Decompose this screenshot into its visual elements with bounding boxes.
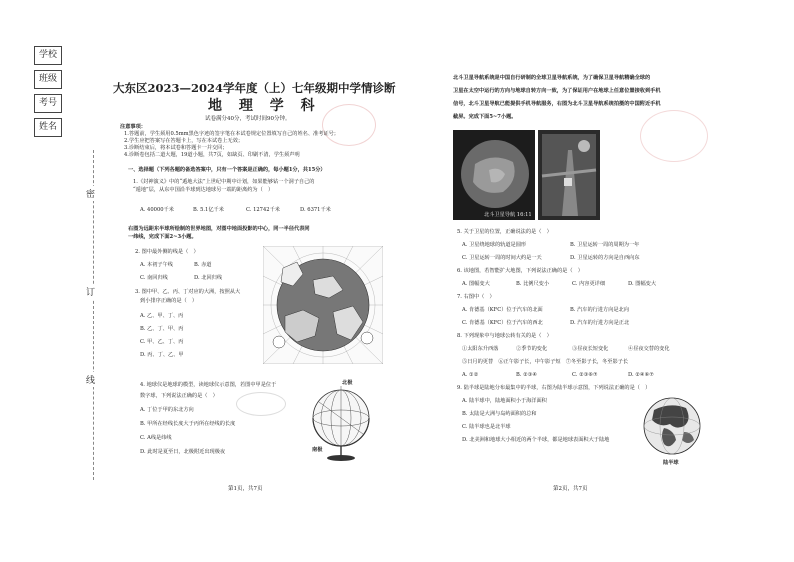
- q8-choice-d[interactable]: D. ②④⑥⑦: [628, 372, 654, 378]
- q9-option-d[interactable]: D. 北美洲和地球大小相近的两个半球，都是地球表面积大于陆地: [462, 437, 610, 443]
- q9-option-c[interactable]: C. 陆半球也是北半球: [462, 424, 511, 430]
- q2-option-b[interactable]: B. 赤道: [194, 262, 212, 268]
- q6-option-c[interactable]: C. 内容更详细: [572, 281, 606, 287]
- q3-option-c[interactable]: C. 甲、乙、丁、丙: [140, 339, 184, 345]
- question-9: 9. 陆半球是陆地分布最集中的半球，右图为陆半球示意图，下列说法正确的是（ ）: [457, 385, 651, 391]
- q2-option-c[interactable]: C. 南回归线: [140, 275, 168, 281]
- q5-7-intro-d: 截屏。完成下面5~7小题。: [453, 114, 517, 120]
- q7-option-a[interactable]: A. 肯德基（KFC）位于汽车的北面: [462, 307, 543, 313]
- question-1: 1.《封神演义》中的“遁地大法”上世纪中期中计划，如果能够钻一个洞子自己的: [133, 179, 315, 185]
- question-5: 5. 关于卫星的位置，正确说法的是（ ）: [457, 229, 552, 235]
- q5-option-a[interactable]: A. 卫星绕地球的轨道是圆形: [462, 242, 527, 248]
- note-item: 4.诊断卷包括二道大题，19道小题，共7页，如缺页、印刷不清，学生须声明: [124, 152, 300, 158]
- q9-option-b[interactable]: B. 太陆是大洲与岛屿面积的总和: [462, 411, 537, 417]
- school-field[interactable]: 学校: [34, 46, 62, 65]
- q8-items-cont: ⑤日月的更替 ⑥正午影子长，中午影子短 ⑦冬至影子长，冬至影子长: [462, 359, 629, 365]
- question-8: 8. 下列现象中与地球公转有关的是（ ）: [457, 333, 552, 339]
- red-stamp-mark: [322, 104, 376, 146]
- q6-option-d[interactable]: D. 图幅变大: [628, 281, 657, 287]
- question-2: 2. 图中最外侧的线是（ ）: [135, 249, 199, 255]
- q8-item-1: ①太阳东升西落: [462, 346, 499, 352]
- q4-option-a[interactable]: A. 丁位于甲的东北方向: [140, 407, 194, 413]
- q1-option-a[interactable]: A. 40000千米: [140, 207, 174, 213]
- q6-option-b[interactable]: B. 比例尺变小: [516, 281, 550, 287]
- q8-choice-a[interactable]: A. ①②: [462, 372, 479, 378]
- phone-navigation-screenshot: [538, 130, 600, 220]
- q3-option-d[interactable]: D. 丙、丁、乙、甲: [140, 352, 184, 358]
- exam-meta: 试卷满分40分，考试时间90分钟。: [205, 116, 291, 122]
- question-1-cont: “遁地”层，从东中国沿半球到达地球另一端的距离约为（ ）: [133, 187, 274, 193]
- question-4-cont: 数字球，下列说法正确的是（ ）: [140, 393, 218, 399]
- q5-option-c[interactable]: C. 卫星运转一周的时间大约是一天: [462, 255, 542, 261]
- note-item: 1.答题前，学生须用0.5mm黑色字迹的签字笔在本试卷规定位置填写自己的姓名、准考证号；: [124, 131, 339, 137]
- q8-choice-c[interactable]: C. ②③⑥⑦: [572, 372, 598, 378]
- q4-option-d[interactable]: D. 此时是夏至日，北极附近出现极夜: [140, 449, 226, 455]
- q8-item-3: ③昼夜长短变化: [572, 346, 609, 352]
- binding-mark-xian: 线: [86, 372, 95, 387]
- q4-option-b[interactable]: B. 甲所在经线长度大于丙所在经线的长度: [140, 421, 236, 427]
- q1-option-c[interactable]: C. 12742千米: [246, 207, 280, 213]
- exam-title: 大东区2023—2024学年度（上）七年级期中学情诊断: [113, 81, 396, 95]
- q8-item-2: ②季节的变化: [516, 346, 548, 352]
- question-6: 6. 该地图，若智能扩大地图，下列说法正确的是（ ）: [457, 268, 583, 274]
- q8-choice-b[interactable]: B. ②③④: [516, 372, 538, 378]
- land-hemisphere-label: 陆半球: [663, 460, 679, 466]
- question-3: 3. 图中甲、乙、丙、丁对应的大洲，按照从大: [135, 289, 241, 295]
- question-7: 7. 右图中（ ）: [457, 294, 495, 300]
- q2-3-intro-cont: 一纬线，完成下面2~3小题。: [128, 234, 197, 240]
- polar-world-map: [263, 246, 383, 364]
- q7-option-b[interactable]: B. 汽车的行进方向是北向: [570, 307, 629, 313]
- section-1-heading: 一、选择题（下列各题的备选答案中，只有一个答案是正确的，每小题1分，共15分）: [128, 167, 326, 173]
- note-item: 3.诊断结束后，将本试卷和答题卡一并交回；: [124, 145, 228, 151]
- satellite-caption: 北斗卫星导航 16:11: [484, 212, 532, 218]
- page-1-footer: 第1页，共7页: [228, 486, 263, 492]
- question-4: 4. 地球仪是地球的模型，读地球仪示意图，若图中甲是位于: [140, 382, 277, 388]
- exam-number-field[interactable]: 考号: [34, 94, 62, 113]
- q5-option-d[interactable]: D. 卫星运转的方向是自西向东: [570, 255, 640, 261]
- q5-7-intro-b: 卫星在太空中运行的方向与地球自转方向一致，为了保证用户在地球上任意位置接收到手机: [453, 88, 661, 94]
- binding-mark-ding: 订: [86, 284, 95, 299]
- q6-option-a[interactable]: A. 图幅变大: [462, 281, 490, 287]
- q1-option-d[interactable]: D. 6371千米: [300, 207, 331, 213]
- red-stamp-mark: [640, 110, 708, 162]
- q2-option-d[interactable]: D. 北回归线: [194, 275, 223, 281]
- question-3-cont: 到小排序正确的是（ ）: [140, 298, 198, 304]
- q5-7-intro: 北斗卫星导航系统是中国自行研制的全球卫星导航系统，为了确保卫星导航精确全球的: [453, 75, 651, 81]
- q3-option-b[interactable]: B. 乙、丁、甲、丙: [140, 326, 184, 332]
- q1-option-b[interactable]: B. 5.1亿千米: [193, 207, 224, 213]
- q2-option-a[interactable]: A. 本初子午线: [140, 262, 173, 268]
- q8-item-4: ④昼夜交替的变化: [628, 346, 670, 352]
- q5-7-intro-c: 信号，北斗卫星导航已能提供手机导航服务，右图为北斗卫星导航系统拍摄的中国附近手机: [453, 101, 661, 107]
- satellite-earth-photo: [453, 130, 535, 220]
- q2-3-intro: 右图为远距东半球所绘制的世界地图，对图中地面投影的中心，同一半径代表同: [128, 226, 310, 232]
- q5-option-b[interactable]: B. 卫星运转一周的周期为一年: [570, 242, 640, 248]
- q9-option-a[interactable]: A. 陆半球中，陆地面积小于海洋面积: [462, 398, 547, 404]
- page-2-footer: 第2页，共7页: [553, 486, 588, 492]
- q7-option-d[interactable]: D. 汽车的行进方向是正北: [570, 320, 630, 326]
- q7-option-c[interactable]: C. 肯德基（KFC）位于汽车的西北: [462, 320, 543, 326]
- binding-mark-mi: 密: [86, 186, 95, 201]
- q4-option-c[interactable]: C. A线是纬线: [140, 435, 172, 441]
- globe-north-pole-label: 北极: [342, 380, 353, 386]
- note-item: 2.学生应把答案写在答题卡上，写在本试卷上无效；: [124, 138, 244, 144]
- notes-heading: 注意事项：: [120, 124, 146, 130]
- q3-option-a[interactable]: A. 乙、甲、丁、丙: [140, 313, 184, 319]
- land-hemisphere-map: [640, 396, 704, 458]
- class-field[interactable]: 班级: [34, 70, 62, 89]
- name-field[interactable]: 姓名: [34, 118, 62, 137]
- globe-south-pole-label: 南极: [312, 447, 323, 453]
- pencil-mark: [236, 392, 286, 416]
- subject-title: 地 理 学 科: [208, 98, 321, 114]
